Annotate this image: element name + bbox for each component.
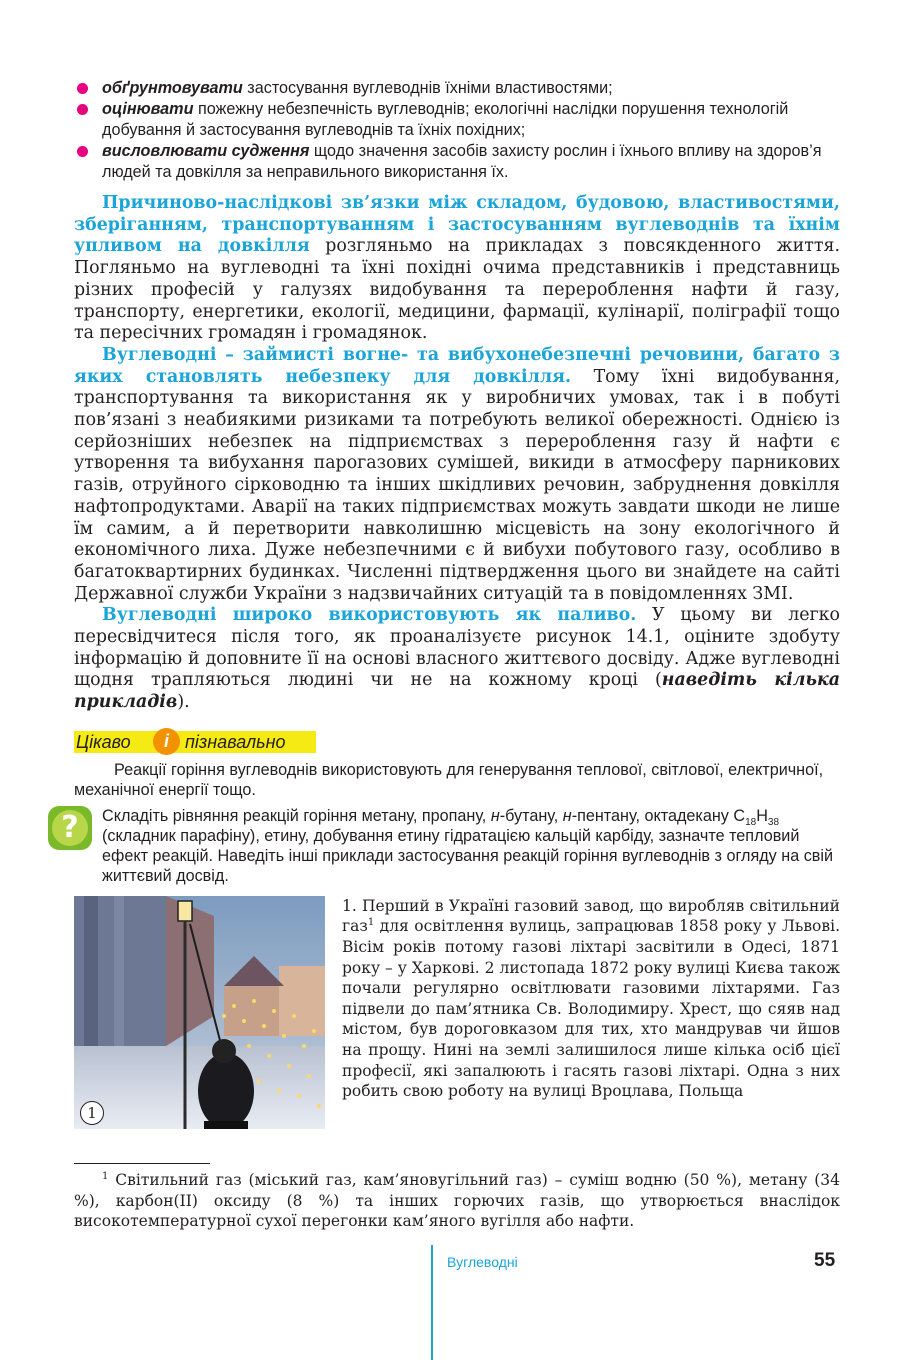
interesting-fact-text: Реакції горіння вуглеводнів використовують для генерування теплової, світлової, електричної, механічної енергії тощо.	[74, 760, 824, 799]
paragraph-causal-links	[74, 193, 840, 345]
running-title: Вуглеводні	[447, 1254, 518, 1270]
info-icon: і	[153, 728, 180, 755]
paragraph-end: ).	[177, 692, 190, 713]
footer-divider	[431, 1245, 433, 1360]
paragraph-fuel	[74, 605, 840, 714]
list-item	[74, 141, 840, 183]
highlight-text: Причиново-наслідкові зв’язки між складом, будовою, властивостями, зберіганням, транспортуванням і застосуванням вуглеводнів та їхнім упливом на довкілля	[74, 193, 840, 257]
highlight-text: Вуглеводні – займисті вогне- та вибухонебезпечні речовини, багато з яких становлять небезпеку для довкілля.	[74, 344, 840, 387]
highlight-text: Вуглеводні широко використовують як паливо.	[102, 605, 637, 626]
question-text: Складіть рівняння реакцій горіння метану, пропану,	[102, 806, 491, 825]
bullet-dot-icon	[77, 83, 88, 94]
caption-text: 1. Перший в Україні газовий завод, що виробляв світильний газ	[342, 896, 840, 936]
figure-caption	[342, 896, 840, 1102]
lamplighter-photo	[74, 896, 325, 1129]
question-text: (складник парафіну), етину, добування етину гідратацією кальцій карбіду, зазначте тепловий ефект реакцій. Наведіть інші приклади застосування реакцій горіння вуглеводнів з огляду на свій життєвий досвід.	[102, 826, 834, 885]
list-item	[74, 78, 840, 99]
formula-subscript: 18	[745, 817, 757, 829]
list-item	[74, 99, 840, 141]
question-text: -бутану,	[499, 806, 563, 825]
question-italic: н	[562, 806, 572, 825]
footnote	[74, 1170, 840, 1232]
caption-text: для освітлення вулиць, запрацював 1858 року у Львові. Вісім років потому газові ліхтарі засвітили в Одесі, 1871 року – у Харкові. 2 листопада 1872 року вулиці Києва також почали регулярно освітлювати газовими ліхтарями. Газ підвели до пам’ятника Св. Володимиру. Хрест, що сяяв над містом, був дороговказом для тих, хто мандрував чи йшов на прощу. Нині на землі залишилося лише кілька осіб цієї професії, які запалюють і гасять газові ліхтарі. Одна з них робить свою роботу на вулиці Вроцлава, Польща	[342, 917, 840, 1101]
bullet-dot-icon	[77, 104, 88, 115]
heading-label-right: пізнавально	[185, 731, 286, 752]
footnote-divider	[74, 1163, 210, 1164]
bullet-text: пожежну небезпечність вуглеводнів; екологічні наслідки порушення технологій добування й застосування вуглеводнів та їхніх похідних;	[102, 100, 789, 139]
interesting-facts-heading	[74, 728, 840, 758]
bullet-lead: оцінювати	[102, 100, 194, 118]
figure-row	[74, 896, 840, 1136]
bullet-lead: обґрунтовувати	[102, 79, 243, 97]
paragraph-text: Тому їхні видобування, транспортування та використання як у виробничих умовах, так і в побуті пов’язані з неабиякими ризиками та потребують великої обережності. Однією із серйозніших небезпек на підприємствах з перероблення газу й нафти є утворення та вибухання парогазових сумішей, викиди в атмосферу парникових газів, отруйного сірководню та інших шкідливих речовин, забруднення довкілля нафтопродуктами. Аварії на таких підприємствах можуть завдати шкоди не лише їм самим, а й перетворити навколишню місцевість на зону екологічного й економічного лиха. Дуже небезпечними є й вибухи побутового газу, особливо в багатоквартирних будинках. Численні підтвердження цього ви знайдете на сайті Державної служби України з надзвичайних ситуацій та в повідомленнях ЗМІ.	[74, 366, 840, 604]
bullet-lead: висловлювати судження	[102, 142, 310, 160]
footnote-text: Світильний газ (міський газ, кам’яновугільний газ) – суміш водню (50 %), метану (34 %), карбон(ІІ) оксиду (8 %) та інших горючих газів, що утворюється внаслідок високотемпературної сухої перегонки кам’яного вугілля або нафти.	[74, 1171, 840, 1230]
paragraph-text: У цьому ви легко пересвідчитеся після того, як проаналізуєте рисунок 14.1, оціните здобуту інформацію й доповните її на основі власного життєвого досвіду. Адже вуглеводні щодня трапляються людині чи не на кожному кроці (	[74, 605, 840, 691]
paragraph-hazards	[74, 345, 840, 605]
heading-label-left: Цікаво	[76, 731, 131, 752]
page-number: 55	[814, 1250, 836, 1271]
question-icon: ?	[48, 806, 92, 850]
question-text: -пентану, октадекану C	[571, 806, 746, 825]
footnote-ref: 1	[367, 917, 375, 929]
bullet-text: застосування вуглеводнів їхніми властивостями;	[242, 79, 613, 97]
paragraph-text: розгляньмо на прикладах з повсякденного життя. Погляньмо на вуглеводні та їхні похідні очима представників і представниць різних професій у галузях видобування та перероблення нафти й газу, транспорту, енергетики, екології, медицини, фармації, кулінарії, поліграфії тощо та пересічних громадян і громадянок.	[74, 236, 840, 344]
objectives-list	[74, 78, 840, 183]
formula-element: H	[756, 806, 768, 825]
task-italic: наведіть кілька прикладів	[74, 670, 841, 713]
bullet-text: щодо значення засобів захисту рослин і їхнього впливу на здоров’я людей та довкілля за неправильного використання їх.	[102, 142, 822, 181]
formula-subscript: 38	[767, 817, 780, 829]
figure-number: 1	[80, 1101, 104, 1125]
bullet-dot-icon	[77, 146, 88, 157]
footnote-mark: 1	[102, 1170, 109, 1182]
page-content	[61, 78, 841, 1136]
question-italic: н	[490, 806, 500, 825]
question-block	[61, 806, 840, 886]
